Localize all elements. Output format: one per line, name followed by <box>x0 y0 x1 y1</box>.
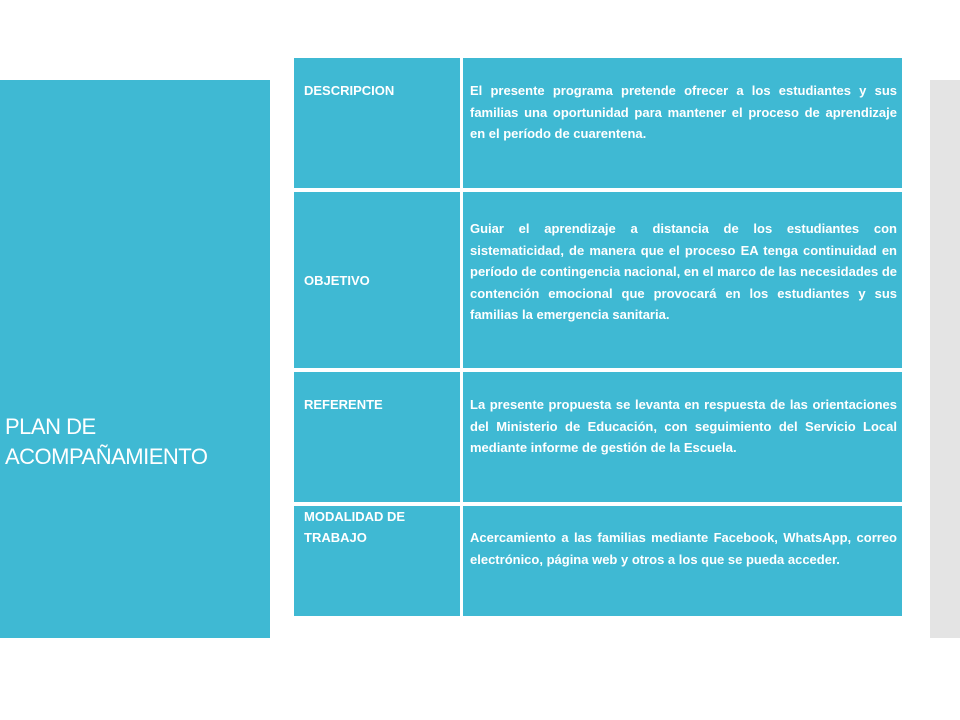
row-label <box>294 58 463 188</box>
row-label-text: REFERENTE <box>304 397 383 412</box>
row-label-text: DESCRIPCION <box>304 83 395 98</box>
right-decorative-bar <box>930 80 960 638</box>
row-label <box>294 506 463 616</box>
slide-title <box>5 412 207 472</box>
row-description: Acercamiento a las familias mediante Facebook, WhatsApp, correo electrónico, página web y otros a los que se pueda acceder. <box>470 530 897 567</box>
row-label-line-2: TRABAJO <box>304 530 367 545</box>
slide-title-line-2: ACOMPAÑAMIENTO <box>5 444 208 469</box>
table-row <box>294 506 902 616</box>
table-row <box>294 372 902 506</box>
plan-table <box>294 58 902 616</box>
row-label-text: OBJETIVO <box>304 273 370 288</box>
row-description: Guiar el aprendizaje a distancia de los estudiantes con sistematicidad, de manera que el proceso EA tenga continuidad en período de contingencia nacional, en el marco de las necesidades de contención emocional que provocará en los estudiantes y sus familias la emergencia sanitaria. <box>470 221 897 322</box>
row-label <box>294 192 463 368</box>
title-panel <box>0 80 270 638</box>
table-row <box>294 58 902 192</box>
table-row <box>294 192 902 372</box>
row-label <box>294 372 463 502</box>
row-description: La presente propuesta se levanta en respuesta de las orientaciones del Ministerio de Educación, con seguimiento del Servicio Local mediante informe de gestión de la Escuela. <box>470 397 897 455</box>
row-description: El presente programa pretende ofrecer a los estudiantes y sus familias una oportunidad para mantener el proceso de aprendizaje en el período de cuarentena. <box>470 83 897 141</box>
row-label-line-1: MODALIDAD DE <box>304 509 406 524</box>
slide-title-line-1: PLAN DE <box>5 414 96 439</box>
